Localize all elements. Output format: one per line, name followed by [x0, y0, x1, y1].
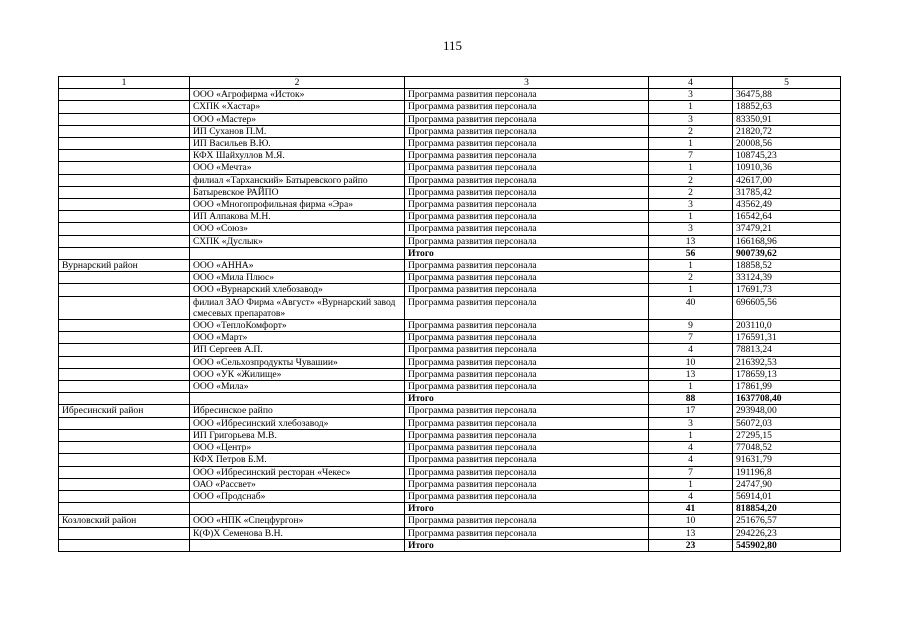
- table-row: [59, 101, 841, 113]
- amount-cell: 56914,01: [733, 490, 841, 502]
- count-cell: 3: [649, 113, 733, 125]
- organization-cell: ООО «Вурнарский хлебозавод»: [190, 284, 405, 296]
- table-row: [59, 138, 841, 150]
- organization-cell: ООО «Ибресинский ресторан «Чекес»: [190, 466, 405, 478]
- amount-cell: 83350,91: [733, 113, 841, 125]
- table-row: [59, 272, 841, 284]
- organization-cell: ООО «Мила Плюс»: [190, 272, 405, 284]
- table-body: [59, 77, 841, 552]
- count-cell: 13: [649, 235, 733, 247]
- organization-cell: ООО «ТеплоКомфорт»: [190, 320, 405, 332]
- table-row: [59, 113, 841, 125]
- organization-cell: Батыревское РАЙПО: [190, 186, 405, 198]
- amount-cell: 1637708,40: [733, 393, 841, 405]
- count-cell: 88: [649, 393, 733, 405]
- total-row: [59, 539, 841, 551]
- table-row: [59, 356, 841, 368]
- amount-cell: 36475,88: [733, 89, 841, 101]
- district-cell: [59, 344, 190, 356]
- count-cell: 2: [649, 174, 733, 186]
- district-cell: [59, 199, 190, 211]
- organization-cell: ООО «Сельхозпродукты Чувашии»: [190, 356, 405, 368]
- organization-cell: СХПК «Хастар»: [190, 101, 405, 113]
- program-cell: Программа развития персонала: [405, 344, 649, 356]
- count-cell: 41: [649, 503, 733, 515]
- organization-cell: [190, 539, 405, 551]
- table-row: [59, 417, 841, 429]
- program-cell: Программа развития персонала: [405, 260, 649, 272]
- count-cell: 13: [649, 527, 733, 539]
- count-cell: 1: [649, 162, 733, 174]
- count-cell: 10: [649, 515, 733, 527]
- program-cell: Программа развития персонала: [405, 320, 649, 332]
- district-cell: [59, 368, 190, 380]
- district-cell: [59, 454, 190, 466]
- district-cell: [59, 272, 190, 284]
- program-cell: Программа развития персонала: [405, 405, 649, 417]
- organization-cell: ООО «Многопрофильная фирма «Эра»: [190, 199, 405, 211]
- page-number: 115: [442, 38, 463, 53]
- count-cell: 1: [649, 211, 733, 223]
- program-cell: Программа развития персонала: [405, 454, 649, 466]
- program-cell: Программа развития персонала: [405, 174, 649, 186]
- count-cell: 10: [649, 356, 733, 368]
- amount-cell: 166168,96: [733, 235, 841, 247]
- program-cell: Итого: [405, 247, 649, 259]
- district-cell: [59, 138, 190, 150]
- district-cell: [59, 539, 190, 551]
- organization-cell: ООО «Март»: [190, 332, 405, 344]
- program-cell: Программа развития персонала: [405, 429, 649, 441]
- district-cell: [59, 320, 190, 332]
- district-cell: [59, 89, 190, 101]
- program-cell: Программа развития персонала: [405, 527, 649, 539]
- organization-cell: ООО «Мастер»: [190, 113, 405, 125]
- table-row: [59, 442, 841, 454]
- amount-cell: 203110,0: [733, 320, 841, 332]
- count-cell: 40: [649, 296, 733, 319]
- program-cell: Программа развития персонала: [405, 162, 649, 174]
- amount-cell: 37479,21: [733, 223, 841, 235]
- amount-cell: 900739,62: [733, 247, 841, 259]
- district-cell: [59, 186, 190, 198]
- amount-cell: 17861,99: [733, 381, 841, 393]
- district-cell: [59, 247, 190, 259]
- organization-cell: ОАО «Рассвет»: [190, 478, 405, 490]
- district-cell: Вурнарский район: [59, 260, 190, 272]
- table-row: [59, 429, 841, 441]
- count-cell: 7: [649, 466, 733, 478]
- amount-cell: 251676,57: [733, 515, 841, 527]
- organization-cell: филиал ЗАО Фирма «Август» «Вурнарский завод смесевых препаратов»: [190, 296, 405, 319]
- table-row: [59, 527, 841, 539]
- table-row: [59, 368, 841, 380]
- table-row: [59, 466, 841, 478]
- district-cell: [59, 527, 190, 539]
- table-row: [59, 381, 841, 393]
- district-cell: [59, 490, 190, 502]
- count-cell: 1: [649, 429, 733, 441]
- amount-cell: 216392,53: [733, 356, 841, 368]
- organization-cell: ИП Васильев В.Ю.: [190, 138, 405, 150]
- program-cell: Программа развития персонала: [405, 296, 649, 319]
- district-cell: Козловский район: [59, 515, 190, 527]
- program-cell: Программа развития персонала: [405, 272, 649, 284]
- table-row: [59, 320, 841, 332]
- district-cell: [59, 284, 190, 296]
- count-cell: 3: [649, 417, 733, 429]
- count-cell: 2: [649, 272, 733, 284]
- amount-cell: 21820,72: [733, 125, 841, 137]
- district-cell: [59, 101, 190, 113]
- total-row: [59, 247, 841, 259]
- program-cell: Программа развития персонала: [405, 235, 649, 247]
- amount-cell: 56072,03: [733, 417, 841, 429]
- header-col-3: 3: [405, 77, 649, 89]
- count-cell: 17: [649, 405, 733, 417]
- district-cell: [59, 332, 190, 344]
- program-cell: Программа развития персонала: [405, 223, 649, 235]
- count-cell: 1: [649, 478, 733, 490]
- count-cell: 13: [649, 368, 733, 380]
- count-cell: 7: [649, 332, 733, 344]
- program-cell: Программа развития персонала: [405, 89, 649, 101]
- count-cell: 4: [649, 442, 733, 454]
- header-col-2: 2: [190, 77, 405, 89]
- amount-cell: 294226,23: [733, 527, 841, 539]
- table-row: [59, 150, 841, 162]
- organization-cell: Ибресинское райпо: [190, 405, 405, 417]
- count-cell: 23: [649, 539, 733, 551]
- program-cell: Программа развития персонала: [405, 356, 649, 368]
- program-cell: Программа развития персонала: [405, 478, 649, 490]
- table-row: [59, 260, 841, 272]
- organization-cell: филиал «Тарханский» Батыревского райпо: [190, 174, 405, 186]
- district-cell: [59, 466, 190, 478]
- table-row: [59, 344, 841, 356]
- table-row: [59, 174, 841, 186]
- program-cell: Программа развития персонала: [405, 199, 649, 211]
- organization-cell: ООО «НПК «Спецфургон»: [190, 515, 405, 527]
- amount-cell: 818854,20: [733, 503, 841, 515]
- organization-cell: ООО «АННА»: [190, 260, 405, 272]
- district-cell: [59, 478, 190, 490]
- count-cell: 7: [649, 150, 733, 162]
- count-cell: 56: [649, 247, 733, 259]
- table-row: [59, 284, 841, 296]
- table-row: [59, 199, 841, 211]
- amount-cell: 696605,56: [733, 296, 841, 319]
- organization-cell: ООО «Ибресинский хлебозавод»: [190, 417, 405, 429]
- district-cell: [59, 113, 190, 125]
- amount-cell: 27295,15: [733, 429, 841, 441]
- program-cell: Программа развития персонала: [405, 368, 649, 380]
- table-row: [59, 296, 841, 319]
- organization-cell: ИП Алпакова М.Н.: [190, 211, 405, 223]
- organization-cell: КФХ Петров Б.М.: [190, 454, 405, 466]
- organization-cell: [190, 503, 405, 515]
- organization-cell: ООО «Мечта»: [190, 162, 405, 174]
- header-col-4: 4: [649, 77, 733, 89]
- program-cell: Программа развития персонала: [405, 150, 649, 162]
- data-table: [58, 76, 841, 552]
- table-row: [59, 332, 841, 344]
- count-cell: 2: [649, 125, 733, 137]
- table-row: [59, 478, 841, 490]
- organization-cell: К(Ф)Х Семенова В.Н.: [190, 527, 405, 539]
- district-cell: [59, 393, 190, 405]
- organization-cell: ООО «Агрофирма «Исток»: [190, 89, 405, 101]
- district-cell: [59, 356, 190, 368]
- organization-cell: ИП Григорьева М.В.: [190, 429, 405, 441]
- program-cell: Программа развития персонала: [405, 442, 649, 454]
- program-cell: Программа развития персонала: [405, 138, 649, 150]
- program-cell: Программа развития персонала: [405, 466, 649, 478]
- organization-cell: [190, 393, 405, 405]
- amount-cell: 10910,36: [733, 162, 841, 174]
- program-cell: Итого: [405, 503, 649, 515]
- count-cell: 4: [649, 490, 733, 502]
- amount-cell: 178659,13: [733, 368, 841, 380]
- table-row: [59, 454, 841, 466]
- table-row: [59, 405, 841, 417]
- amount-cell: 176591,31: [733, 332, 841, 344]
- program-cell: Программа развития персонала: [405, 284, 649, 296]
- amount-cell: 33124,39: [733, 272, 841, 284]
- district-cell: [59, 429, 190, 441]
- count-cell: 3: [649, 223, 733, 235]
- amount-cell: 78813,24: [733, 344, 841, 356]
- count-cell: 9: [649, 320, 733, 332]
- amount-cell: 191196,8: [733, 466, 841, 478]
- header-col-5: 5: [733, 77, 841, 89]
- amount-cell: 91631,79: [733, 454, 841, 466]
- amount-cell: 77048,52: [733, 442, 841, 454]
- district-cell: [59, 296, 190, 319]
- program-cell: Программа развития персонала: [405, 381, 649, 393]
- total-row: [59, 503, 841, 515]
- district-cell: [59, 442, 190, 454]
- count-cell: 1: [649, 284, 733, 296]
- amount-cell: 545902,80: [733, 539, 841, 551]
- program-cell: Программа развития персонала: [405, 125, 649, 137]
- count-cell: 3: [649, 199, 733, 211]
- table-row: [59, 223, 841, 235]
- organization-cell: ООО «Центр»: [190, 442, 405, 454]
- district-cell: [59, 381, 190, 393]
- program-cell: Программа развития персонала: [405, 515, 649, 527]
- district-cell: [59, 417, 190, 429]
- program-cell: Итого: [405, 393, 649, 405]
- district-cell: [59, 125, 190, 137]
- district-cell: [59, 174, 190, 186]
- header-col-1: 1: [59, 77, 190, 89]
- organization-cell: ООО «Продснаб»: [190, 490, 405, 502]
- organization-cell: ООО «Мила»: [190, 381, 405, 393]
- count-cell: 4: [649, 454, 733, 466]
- organization-cell: КФХ Шайхуллов М.Я.: [190, 150, 405, 162]
- district-cell: Ибресинский район: [59, 405, 190, 417]
- table-row: [59, 235, 841, 247]
- organization-cell: ООО «Союз»: [190, 223, 405, 235]
- district-cell: [59, 223, 190, 235]
- amount-cell: 18858,52: [733, 260, 841, 272]
- program-cell: Программа развития персонала: [405, 101, 649, 113]
- organization-cell: [190, 247, 405, 259]
- district-cell: [59, 235, 190, 247]
- count-cell: 1: [649, 101, 733, 113]
- program-cell: Программа развития персонала: [405, 332, 649, 344]
- amount-cell: 42617,00: [733, 174, 841, 186]
- count-cell: 1: [649, 138, 733, 150]
- district-cell: [59, 150, 190, 162]
- organization-cell: ИП Сергеев А.П.: [190, 344, 405, 356]
- amount-cell: 31785,42: [733, 186, 841, 198]
- total-row: [59, 393, 841, 405]
- amount-cell: 18852,63: [733, 101, 841, 113]
- program-cell: Программа развития персонала: [405, 211, 649, 223]
- amount-cell: 16542,64: [733, 211, 841, 223]
- amount-cell: 108745,23: [733, 150, 841, 162]
- table-row: [59, 211, 841, 223]
- table-row: [59, 490, 841, 502]
- program-cell: Программа развития персонала: [405, 490, 649, 502]
- table-row: [59, 186, 841, 198]
- district-cell: [59, 211, 190, 223]
- table-row: [59, 515, 841, 527]
- count-cell: 1: [649, 381, 733, 393]
- table-row: [59, 162, 841, 174]
- program-cell: Программа развития персонала: [405, 417, 649, 429]
- program-cell: Итого: [405, 539, 649, 551]
- count-cell: 3: [649, 89, 733, 101]
- organization-cell: ООО «УК «Жилище»: [190, 368, 405, 380]
- count-cell: 1: [649, 260, 733, 272]
- amount-cell: 20008,56: [733, 138, 841, 150]
- table-row: [59, 125, 841, 137]
- count-cell: 2: [649, 186, 733, 198]
- program-cell: Программа развития персонала: [405, 113, 649, 125]
- amount-cell: 293948,00: [733, 405, 841, 417]
- table-row: [59, 89, 841, 101]
- organization-cell: ИП Суханов П.М.: [190, 125, 405, 137]
- header-row: [59, 77, 841, 89]
- district-cell: [59, 162, 190, 174]
- count-cell: 4: [649, 344, 733, 356]
- organization-cell: СХПК «Дуслык»: [190, 235, 405, 247]
- amount-cell: 24747,90: [733, 478, 841, 490]
- program-cell: Программа развития персонала: [405, 186, 649, 198]
- amount-cell: 17691,73: [733, 284, 841, 296]
- district-cell: [59, 503, 190, 515]
- amount-cell: 43562,49: [733, 199, 841, 211]
